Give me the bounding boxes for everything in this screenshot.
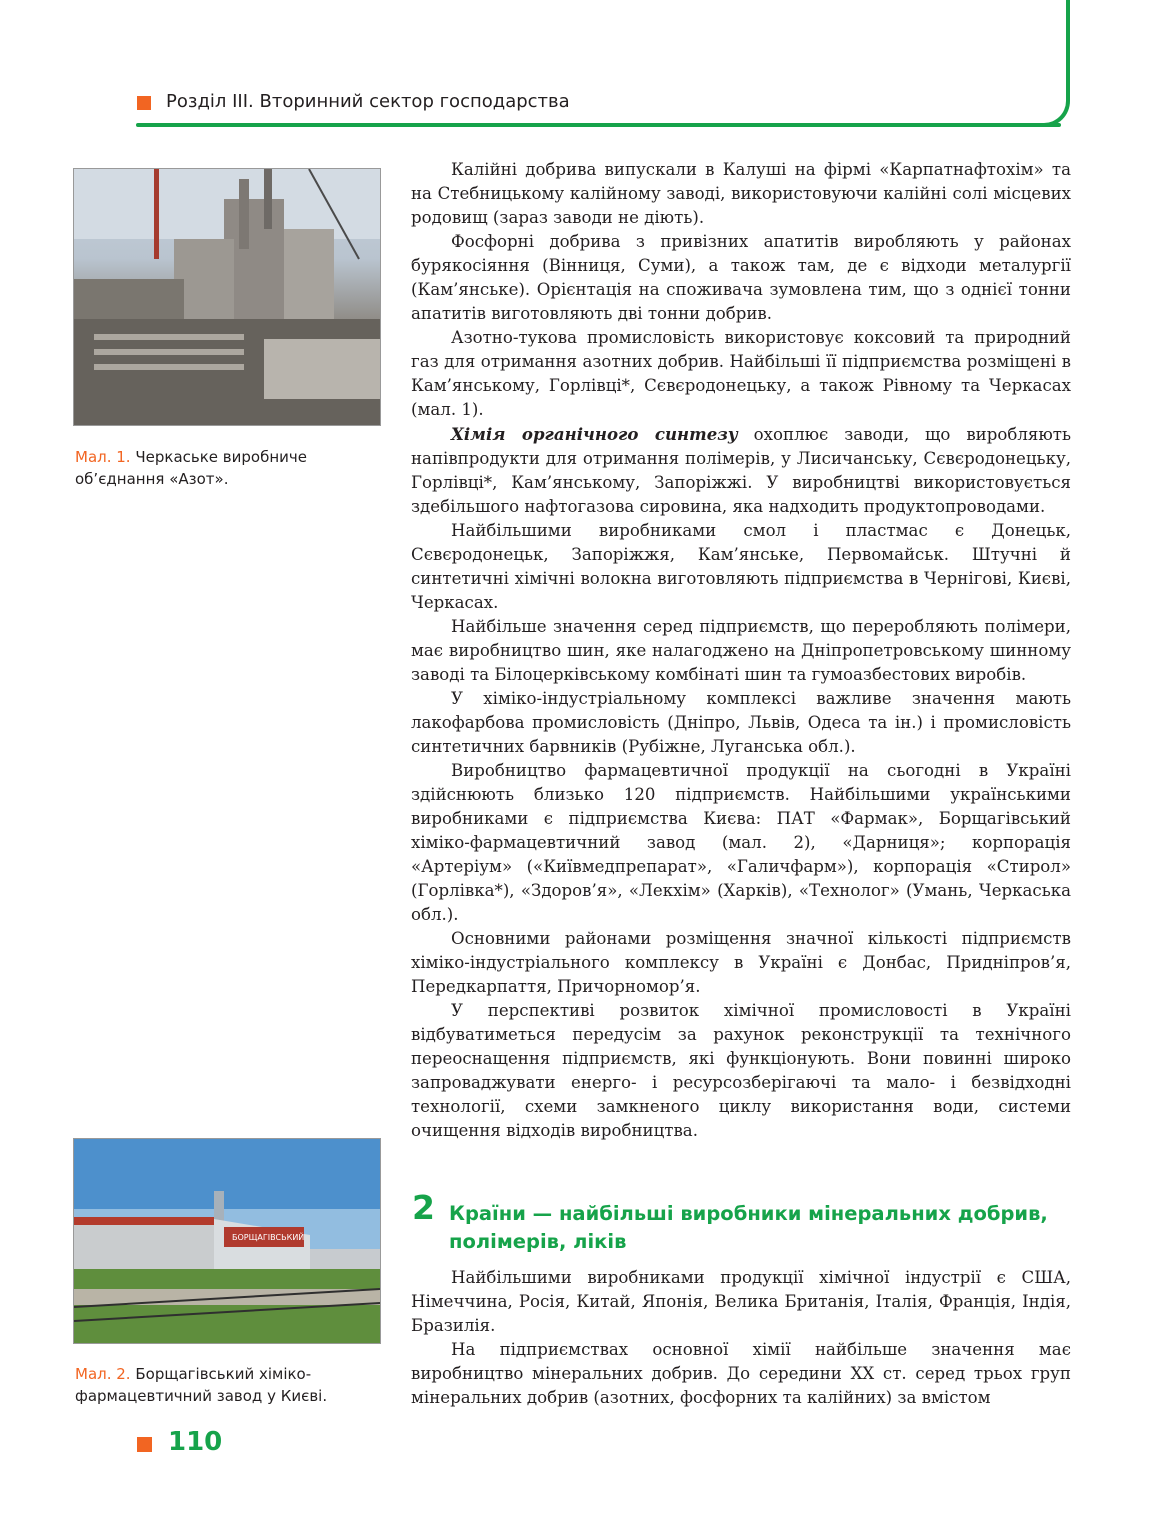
figure-1-photo-azot-plant [73, 168, 381, 426]
paragraph: Азотно-тукова промисловість використовує коксовий та природний газ для отримання азотних добрив. Найбільші її підприємства розміщені в Кам’янському, Горлівці*, Сєвєродонецьку, а також Рівному та Черкасах (мал. 1). [411, 328, 1071, 419]
header-marker [137, 96, 151, 110]
paragraph: Виробництво фармацевтичної продукції на сьогодні в Україні здійснюють близько 120 підприємств. Найбільшими українськими виробниками є підприємства Києва: ПАТ «Фармак», Борщагівський хіміко-фармацевтичний завод (мал. 2), «Дарниця»; корпорація «Артеріум» («Київмедпрепарат», «Галичфарм»), корпорація «Стирол» (Горлівка*), «Здоров’я», «Лекхім» (Харків), «Технолог» (Умань, Черкаська обл.). [411, 761, 1071, 924]
paragraph: Найбільшими виробниками продукції хімічної індустрії є США, Німеччина, Росія, Китай, Японія, Велика Британія, Італія, Франція, Індія, Бразилія. [411, 1268, 1071, 1335]
paragraph: У перспективі розвиток хімічної промисловості в Україні відбуватиметься передусім за рахунок реконструкції та технічного переоснащення підприємств, які функціонують. Вони повинні широко запроваджувати енерго- і ресурсозберігаючі та мало- і безвідходні технології, схеми замкненого циклу використання води, системи очищення відходів виробництва. [411, 1001, 1071, 1140]
section-title: Країни — найбільші виробники мінеральних добрив, полімерів, ліків [449, 1202, 1048, 1253]
paragraph: Основними районами розміщення значної кількості підприємств хіміко-індустріального комплексу в Україні є Донбас, Придніпров’я, Передкарпаття, Причорномор’я. [411, 929, 1071, 996]
figure-2-photo-borshchahivka-plant [73, 1138, 381, 1344]
section-number: 2 [412, 1188, 435, 1227]
page-number-marker [137, 1437, 152, 1452]
organic-synthesis-term: Хімія органічного синтезу [451, 424, 738, 444]
paragraph: Калійні добрива випускали в Калуші на фірмі «Карпатнафтохім» та на Стебницькому калійному заводі, використовуючи калійні солі місцевих родовищ (зараз заводи не діють). [411, 160, 1071, 227]
figure-2-caption-text: Борщагівський хіміко-фармацевтичний завод у Києві. [75, 1365, 328, 1405]
figure-1-caption-text: Черкаське виробниче об’єднання «Азот». [75, 448, 307, 488]
paragraph: Найбільше значення серед підприємств, що переробляють полімери, має виробництво шин, яке налагоджено на Дніпропетровському шинному заводі та Білоцерківському комбінаті шин та гумоазбестових виробів. [411, 617, 1071, 684]
page-number: 110 [168, 1427, 223, 1457]
header-rule [136, 123, 1061, 127]
paragraph: На підприємствах основної хімії найбільше значення має виробництво мінеральних добрив. До середини XX ст. серед трьох груп мінеральних добрив (азотних, фосфорних та калійних) за вмістом [411, 1340, 1071, 1407]
plant-sign-text: БОРЩАГІВСЬКИЙ [232, 1233, 305, 1242]
paragraph-organic-synthesis [411, 422, 1071, 519]
organic-synthesis-text: охоплює заводи, що виробляють напівпродукти для отримання полімерів, у Лисичанську, Сєвєродонецьку, Горлівці*, Кам’янському, Запоріжжі. У виробництві використовується здебільшого нафтогазова сировина, яка надходить продуктопроводами. [411, 425, 1071, 516]
figure-1-caption [75, 446, 375, 490]
paragraph: Фосфорні добрива з привізних апатитів виробляють у районах бурякосіяння (Вінниця, Суми), а також там, де є відходи металургії (Кам’янське). Орієнтація на споживача зумовлена тим, що з однієї тонни апатитів виготовляють дві тонни добрив. [411, 232, 1071, 323]
figure-1-label: Мал. 1. [75, 448, 131, 466]
paragraph: Найбільшими виробниками смол і пластмас є Донецьк, Сєвєродонецьк, Запоріжжя, Кам’янське, Первомайськ. Штучні й синтетичні хімічні волокна виготовляють підприємства в Чернігові, Києві, Черкасах. [411, 521, 1071, 612]
section-header-title: Розділ III. Вторинний сектор господарства [166, 91, 570, 112]
section-text-column [411, 1266, 1071, 1410]
header-frame-curve [1040, 0, 1070, 127]
main-text-column [411, 158, 1071, 1143]
figure-2-caption [75, 1363, 380, 1407]
figure-2-label: Мал. 2. [75, 1365, 131, 1383]
paragraph: У хіміко-індустріальному комплексі важливе значення мають лакофарбова промисловість (Дніпро, Львів, Одеса та ін.) і промисловість синтетичних барвників (Рубіжне, Луганська обл.). [411, 689, 1071, 756]
